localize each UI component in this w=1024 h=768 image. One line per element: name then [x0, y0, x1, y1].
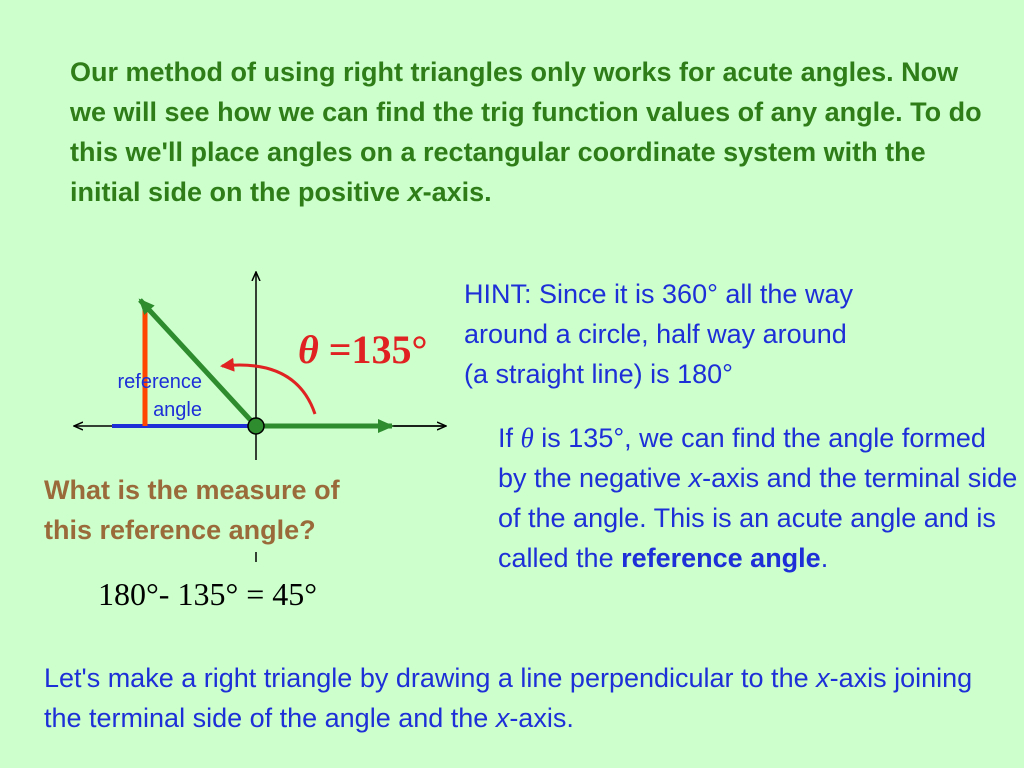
- question-text: [44, 470, 444, 550]
- explanation-paragraph: [498, 418, 1018, 578]
- bottom-x-variable-1: x: [816, 663, 830, 693]
- hint-line-2: around a circle, half way around: [464, 319, 847, 349]
- angle-value: =135°: [318, 327, 428, 372]
- angle-label: [298, 326, 428, 374]
- bottom-text-2: -axis joining the terminal side of the angle and the: [44, 663, 973, 733]
- theta-symbol: θ: [298, 327, 319, 372]
- intro-x-variable: x: [407, 177, 423, 207]
- explain-text-2: -axis and the terminal side of the angle. This is an acute angle and is called the: [498, 463, 1018, 573]
- explain-text-1: is 135°, we can find the angle formed by the negative: [498, 423, 986, 493]
- reference-label-line-2: angle: [153, 399, 202, 421]
- explain-period: .: [820, 543, 829, 573]
- reference-angle-label: [88, 368, 202, 424]
- hint-text: [464, 274, 1004, 394]
- question-line-2: this reference angle?: [44, 515, 316, 545]
- explain-x-variable: x: [688, 463, 703, 493]
- hint-line-1: HINT: Since it is 360° all the way: [464, 279, 853, 309]
- question-line-1: What is the measure of: [44, 475, 340, 505]
- reference-angle-term: reference angle: [621, 543, 821, 573]
- intro-text-2: -axis.: [422, 177, 492, 207]
- origin-point: [248, 418, 264, 434]
- bottom-paragraph: [44, 658, 1004, 738]
- intro-text-1: Our method of using right triangles only works for acute angles. Now we will see how we can find the trig function values of any angle. To do this we'll place angles on a rectangular coordinate system with the initial side on the positive: [70, 57, 982, 207]
- bottom-text-3: -axis.: [509, 703, 574, 733]
- reference-label-line-1: reference: [117, 371, 202, 393]
- bottom-x-variable-2: x: [495, 703, 510, 733]
- calculation: 180°- 135° = 45°: [98, 576, 318, 612]
- hint-line-3: (a straight line) is 180°: [464, 359, 733, 389]
- explain-if: If: [498, 423, 521, 453]
- explain-theta: θ: [520, 423, 534, 453]
- bottom-text-1: Let's make a right triangle by drawing a line perpendicular to the: [44, 663, 817, 693]
